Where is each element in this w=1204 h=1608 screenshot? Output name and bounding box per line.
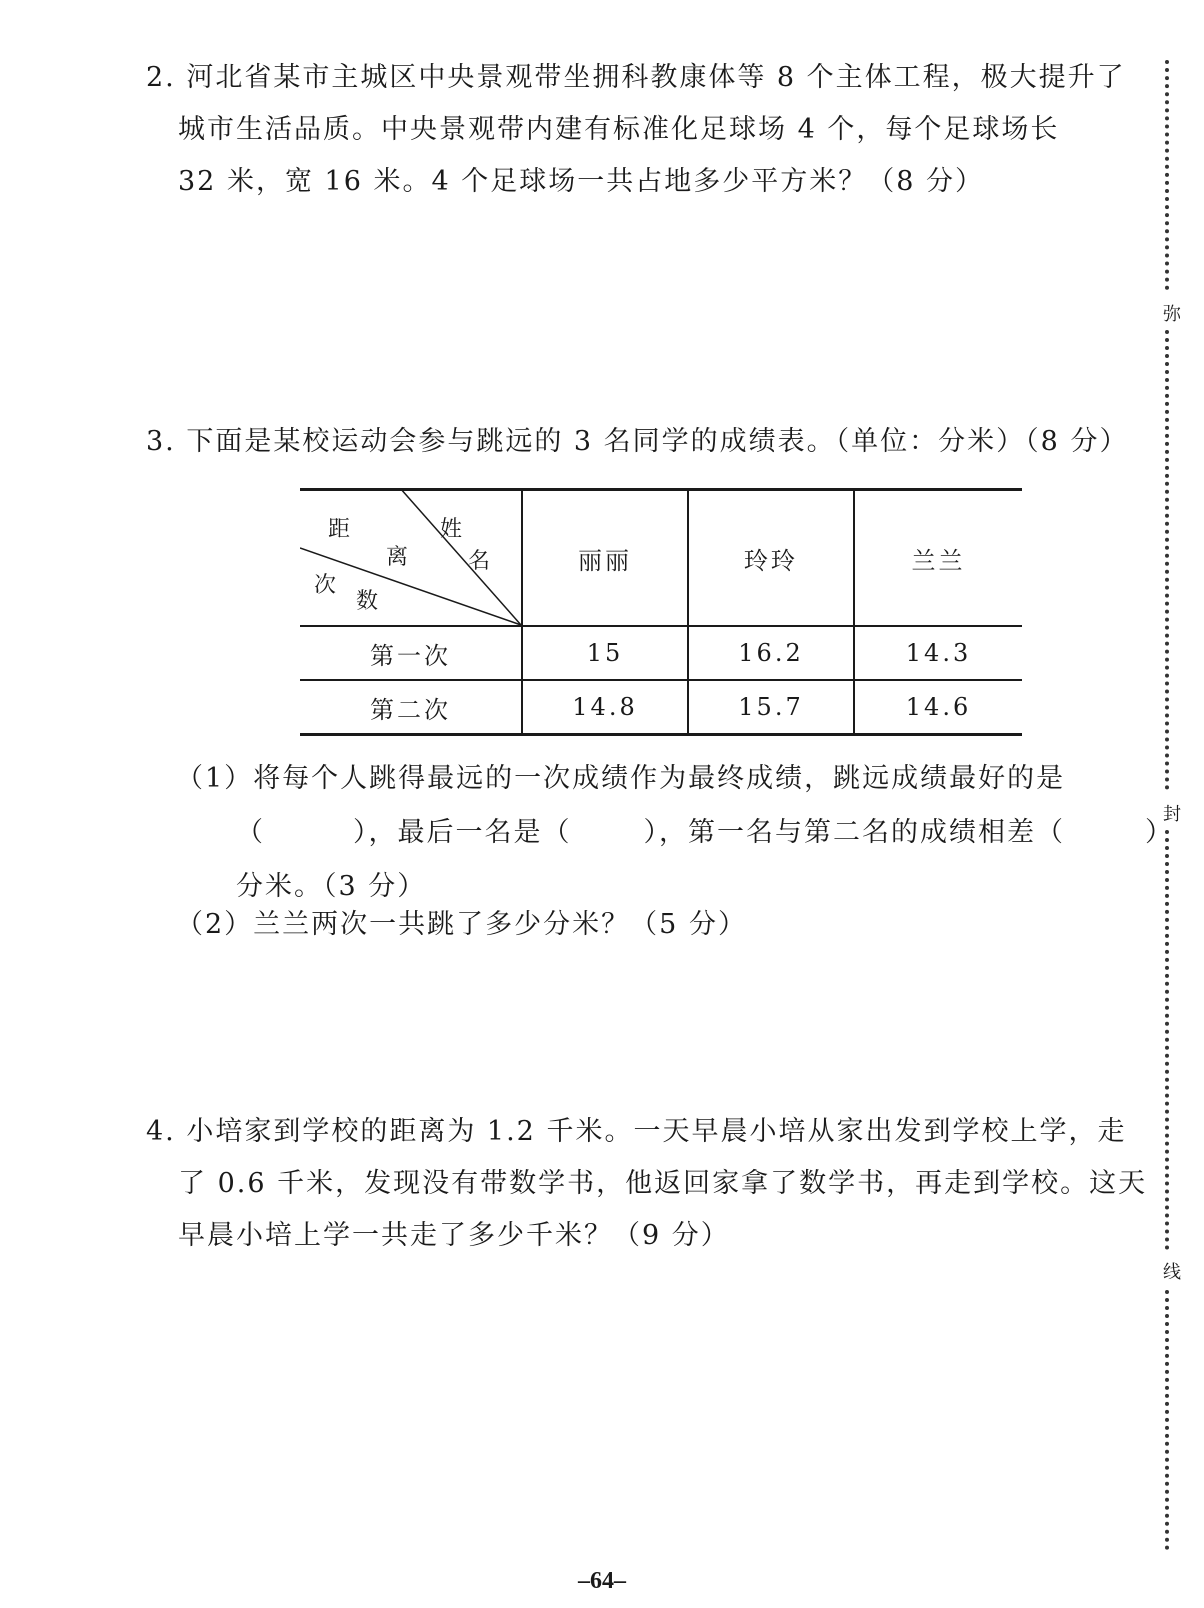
table-cell: 14.6 <box>905 693 972 721</box>
column-header: 玲玲 <box>744 546 798 575</box>
table-cell: 14.8 <box>572 693 638 721</box>
question-2-line-1: 2. 河北省某市主城区中央景观带坐拥科教康体等 8 个主体工程，极大提升了 <box>146 62 1126 93</box>
question-2-line-3: 32 米，宽 16 米。4 个足球场一共占地多少平方米？（8 分） <box>178 166 984 197</box>
binding-dotted-line <box>1165 60 1173 290</box>
question-3 <box>146 416 1156 468</box>
question-4-line-3: 早晨小培上学一共走了多少千米？（9 分） <box>178 1220 730 1251</box>
corner-name-2: 名 <box>468 549 491 574</box>
question-2-line-2: 城市生活品质。中央景观带内建有标准化足球场 4 个，每个足球场长 <box>178 114 1060 145</box>
question-4 <box>146 1106 1156 1262</box>
row-label: 第二次 <box>370 695 451 724</box>
corner-count-2: 数 <box>356 589 379 614</box>
column-header: 兰兰 <box>911 546 966 575</box>
part-1-line-2 <box>176 806 1174 860</box>
question-3-title: 3. 下面是某校运动会参与跳远的 3 名同学的成绩表。（单位：分米）（8 分） <box>146 426 1129 457</box>
page-number: –64– <box>578 1568 626 1594</box>
score-table <box>300 488 1022 736</box>
question-4-line-2: 了 0.6 千米，发现没有带数学书，他返回家拿了数学书，再走到学校。这天 <box>178 1168 1148 1199</box>
answer-blank-open-1: （ <box>236 817 265 848</box>
answer-blank-text-3: ），第一名与第二名的成绩相差（ <box>643 817 1065 848</box>
corner-name-1: 姓 <box>440 517 463 542</box>
binding-dotted-line <box>1165 1290 1173 1550</box>
corner-distance-2: 离 <box>386 545 409 570</box>
binding-char-3: 线 <box>1163 1262 1181 1283</box>
question-4-line-1: 4. 小培家到学校的距离为 1.2 千米。一天早晨小培从家出发到学校上学，走 <box>146 1116 1127 1147</box>
table-cell: 16.2 <box>738 639 804 667</box>
binding-char-2: 封 <box>1163 804 1181 825</box>
column-header: 丽丽 <box>578 546 632 575</box>
answer-blank-close: ） <box>1145 817 1174 848</box>
row-label: 第一次 <box>370 641 451 670</box>
table-cell: 14.3 <box>905 639 972 667</box>
table-bottom-border <box>300 733 1022 736</box>
part-1-line-1: （1）将每个人跳得最远的一次成绩作为最终成绩，跳远成绩最好的是 <box>176 763 1066 794</box>
question-3-part-2 <box>176 898 1156 952</box>
question-3-part-1 <box>176 752 1174 914</box>
answer-blank-text-2: ），最后一名是（ <box>353 817 572 848</box>
question-2 <box>146 52 1156 208</box>
table-cell: 15.7 <box>738 693 804 721</box>
corner-count-1: 次 <box>314 573 337 598</box>
binding-dotted-line <box>1165 830 1173 1250</box>
corner-distance-1: 距 <box>328 517 351 542</box>
binding-dotted-line <box>1165 330 1173 790</box>
binding-char-1: 弥 <box>1163 304 1181 325</box>
part-2-line: （2）兰兰两次一共跳了多少分米？（5 分） <box>176 909 747 940</box>
part-1-line-3: 分米。（3 分） <box>236 871 427 902</box>
table-cell: 15 <box>586 639 624 667</box>
